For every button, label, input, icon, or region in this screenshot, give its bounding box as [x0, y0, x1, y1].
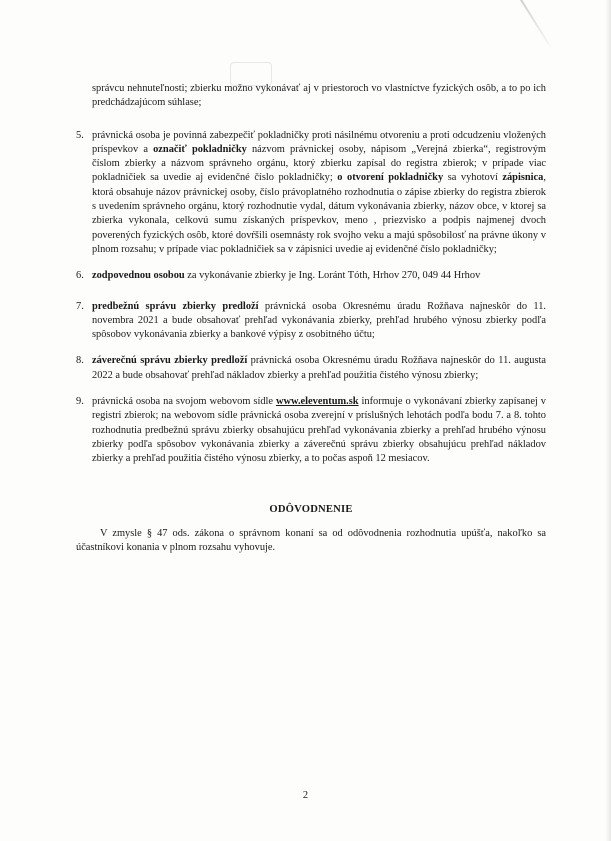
- item-bold-text: predbežnú správu zbierky predloží: [92, 300, 259, 312]
- reasoning-paragraph: V zmysle § 47 ods. zákona o správnom konaní sa od odôvodnenia rozhodnutia upúšťa, nakoľko sa účastníkovi konania v plnom rozsahu vyhovuje.: [76, 527, 546, 554]
- item-number: 5.: [76, 129, 84, 141]
- item-number: 7.: [76, 300, 84, 312]
- item-number: 9.: [76, 396, 84, 408]
- item-text: názvom právnickej osoby, nápisom „Verejná zbierka“, registrovým číslom zbierky a názvom správneho orgánu, ktorý zbierku zapísal do registra zbierok; v prípade viac pokladničiek sa uvedie aj evidenčné číslo pokladničky;: [92, 143, 546, 184]
- item-text: informuje o vykonávaní zbierky zapísanej v registri zbierok; na webovom sídle právnická osoba zverejní v príslušných lehotách podľa bodu 7. a 8. tohto rozhodnutia predbežnú správu zbierky obsahujúcu prehľad vykonávania zbierky a prehľad hrubého výnosu zbierky podľa spôsobov vykonávania zbierky a záverečnú správu zbierky obsahujúcu prehľad nákladov zbierky a prehľad použitia čistého výnosu zbierky, a to počas aspoň 12 mesiacov.: [92, 396, 546, 465]
- item-number: 8.: [76, 355, 84, 367]
- item-text: právnická osoba Okresnému úradu Rožňava najneskôr do 11. augusta 2022 a bude obsahovať prehľad nákladov zbierky a prehľad použitia čistého výnosu zbierky;: [92, 355, 546, 381]
- scan-artifact: [520, 0, 553, 51]
- item-text: , ktorá obsahuje názov právnickej osoby, číslo právoplatného rozhodnutia o zápise zbierky do registra zbierok s uvedením správneho orgánu, ktorý rozhodnutie vydal, dátum vykonávania zbierky, názov obce, v ktorej sa zbierka vykonala, celkovú sumu získaných príspevkov, meno , priezvisko a podpis najmenej dvoch poverených fyzických osôb, ktoré dovŕšili osemnásty rok svojho veku a majú spôsobilosť na právne úkony v plnom rozsahu; v prípade viac pokladničiek sa v zápisnici uvedie aj evidenčné číslo pokladničky;: [92, 172, 546, 255]
- document-body: [76, 82, 546, 555]
- section-heading: ODÔVODNENIE: [269, 503, 353, 515]
- list-item-8: [76, 354, 546, 383]
- list-item-6: [76, 269, 546, 283]
- item-bold-text: označiť pokladničky: [153, 143, 247, 155]
- list-item-9: [76, 395, 546, 466]
- item-text: právnická osoba je povinná zabezpečiť pokladničky proti násilnému otvoreniu a proti odcudzeniu vložených príspevkov a: [92, 129, 546, 155]
- item-text: za vykonávanie zbierky je Ing. Loránt Tóth, Hrhov 270, 049 44 Hrhov: [184, 270, 481, 282]
- website-link[interactable]: www.eleventum.sk: [276, 396, 359, 408]
- list-item-5: [76, 129, 546, 258]
- item-text: právnická osoba Okresnému úradu Rožňava najneskôr do 11. novembra 2021 a bude obsahovať prehľad vykonávania zbierky, prehľad hrubého výnosu zbierky podľa spôsobov vykonávania zbierky a bankové výpisy z osobitného účtu;: [92, 300, 546, 341]
- item-bold-text: zápisnica: [502, 172, 544, 184]
- page-edge-shadow: [605, 0, 611, 841]
- item-text: právnická osoba na svojom webovom sídle: [92, 396, 276, 408]
- item-bold-text: o otvorení pokladničky: [337, 172, 444, 184]
- page-number: 2: [302, 790, 309, 801]
- item-text: sa vyhotoví: [443, 172, 503, 184]
- item-number: 6.: [76, 270, 84, 282]
- continuation-paragraph: správcu nehnuteľnosti; zbierku možno vykonávať aj v priestoroch vo vlastníctve fyzických osôb, a to po ich predchádzajúcom súhlase;: [92, 83, 546, 109]
- list-item-7: [76, 300, 546, 343]
- item-bold-text: záverečnú správu zbierky predloží: [92, 355, 248, 367]
- item-bold-text: zodpovednou osobou: [92, 270, 185, 282]
